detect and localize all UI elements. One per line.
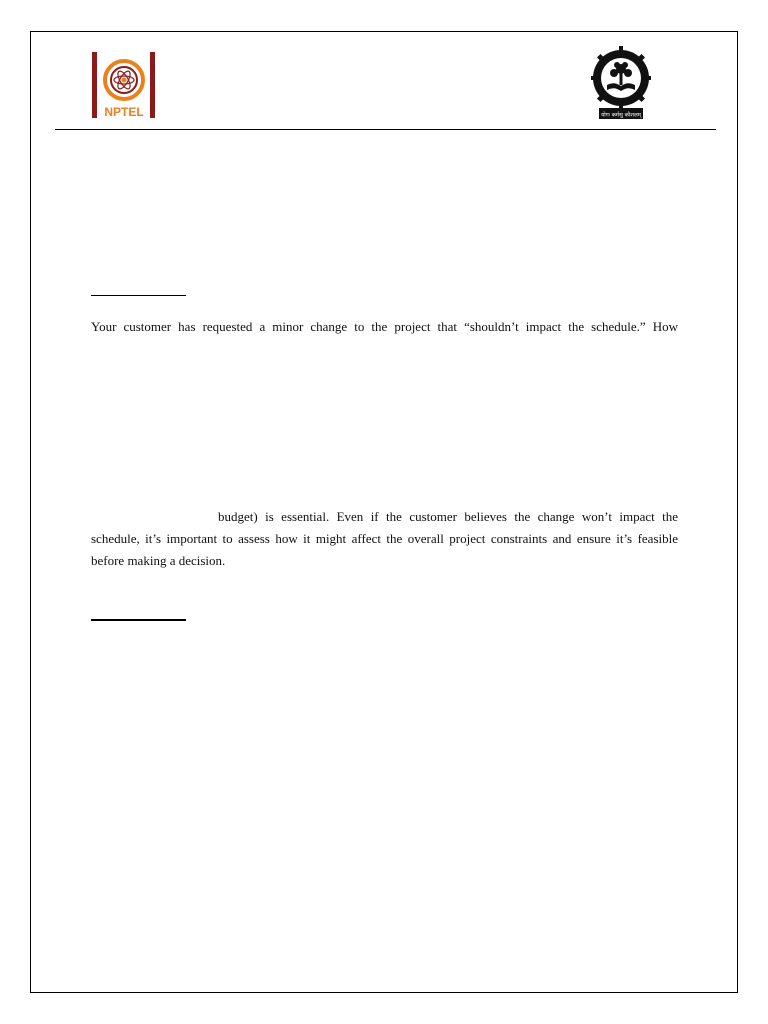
nptel-logo-text: NPTEL — [104, 105, 144, 119]
nptel-logo-icon — [90, 50, 158, 122]
iit-kharagpur-emblem-icon — [590, 45, 652, 121]
question-text: Your customer has requested a minor change to the project that “shouldn’t impact the schedule.” How — [91, 319, 678, 334]
header-divider — [55, 129, 716, 130]
emblem-motto: योगः कर्मसु कौशलम् — [601, 112, 641, 119]
next-question-label-line — [91, 619, 186, 621]
answer-text: budget) is essential. Even if the customer believes the change won’t impact the schedule, it’s important to assess how it might affect the overall project constraints and ensure it’s feasible before making a decision. — [91, 509, 678, 568]
question-label-line — [91, 295, 186, 296]
